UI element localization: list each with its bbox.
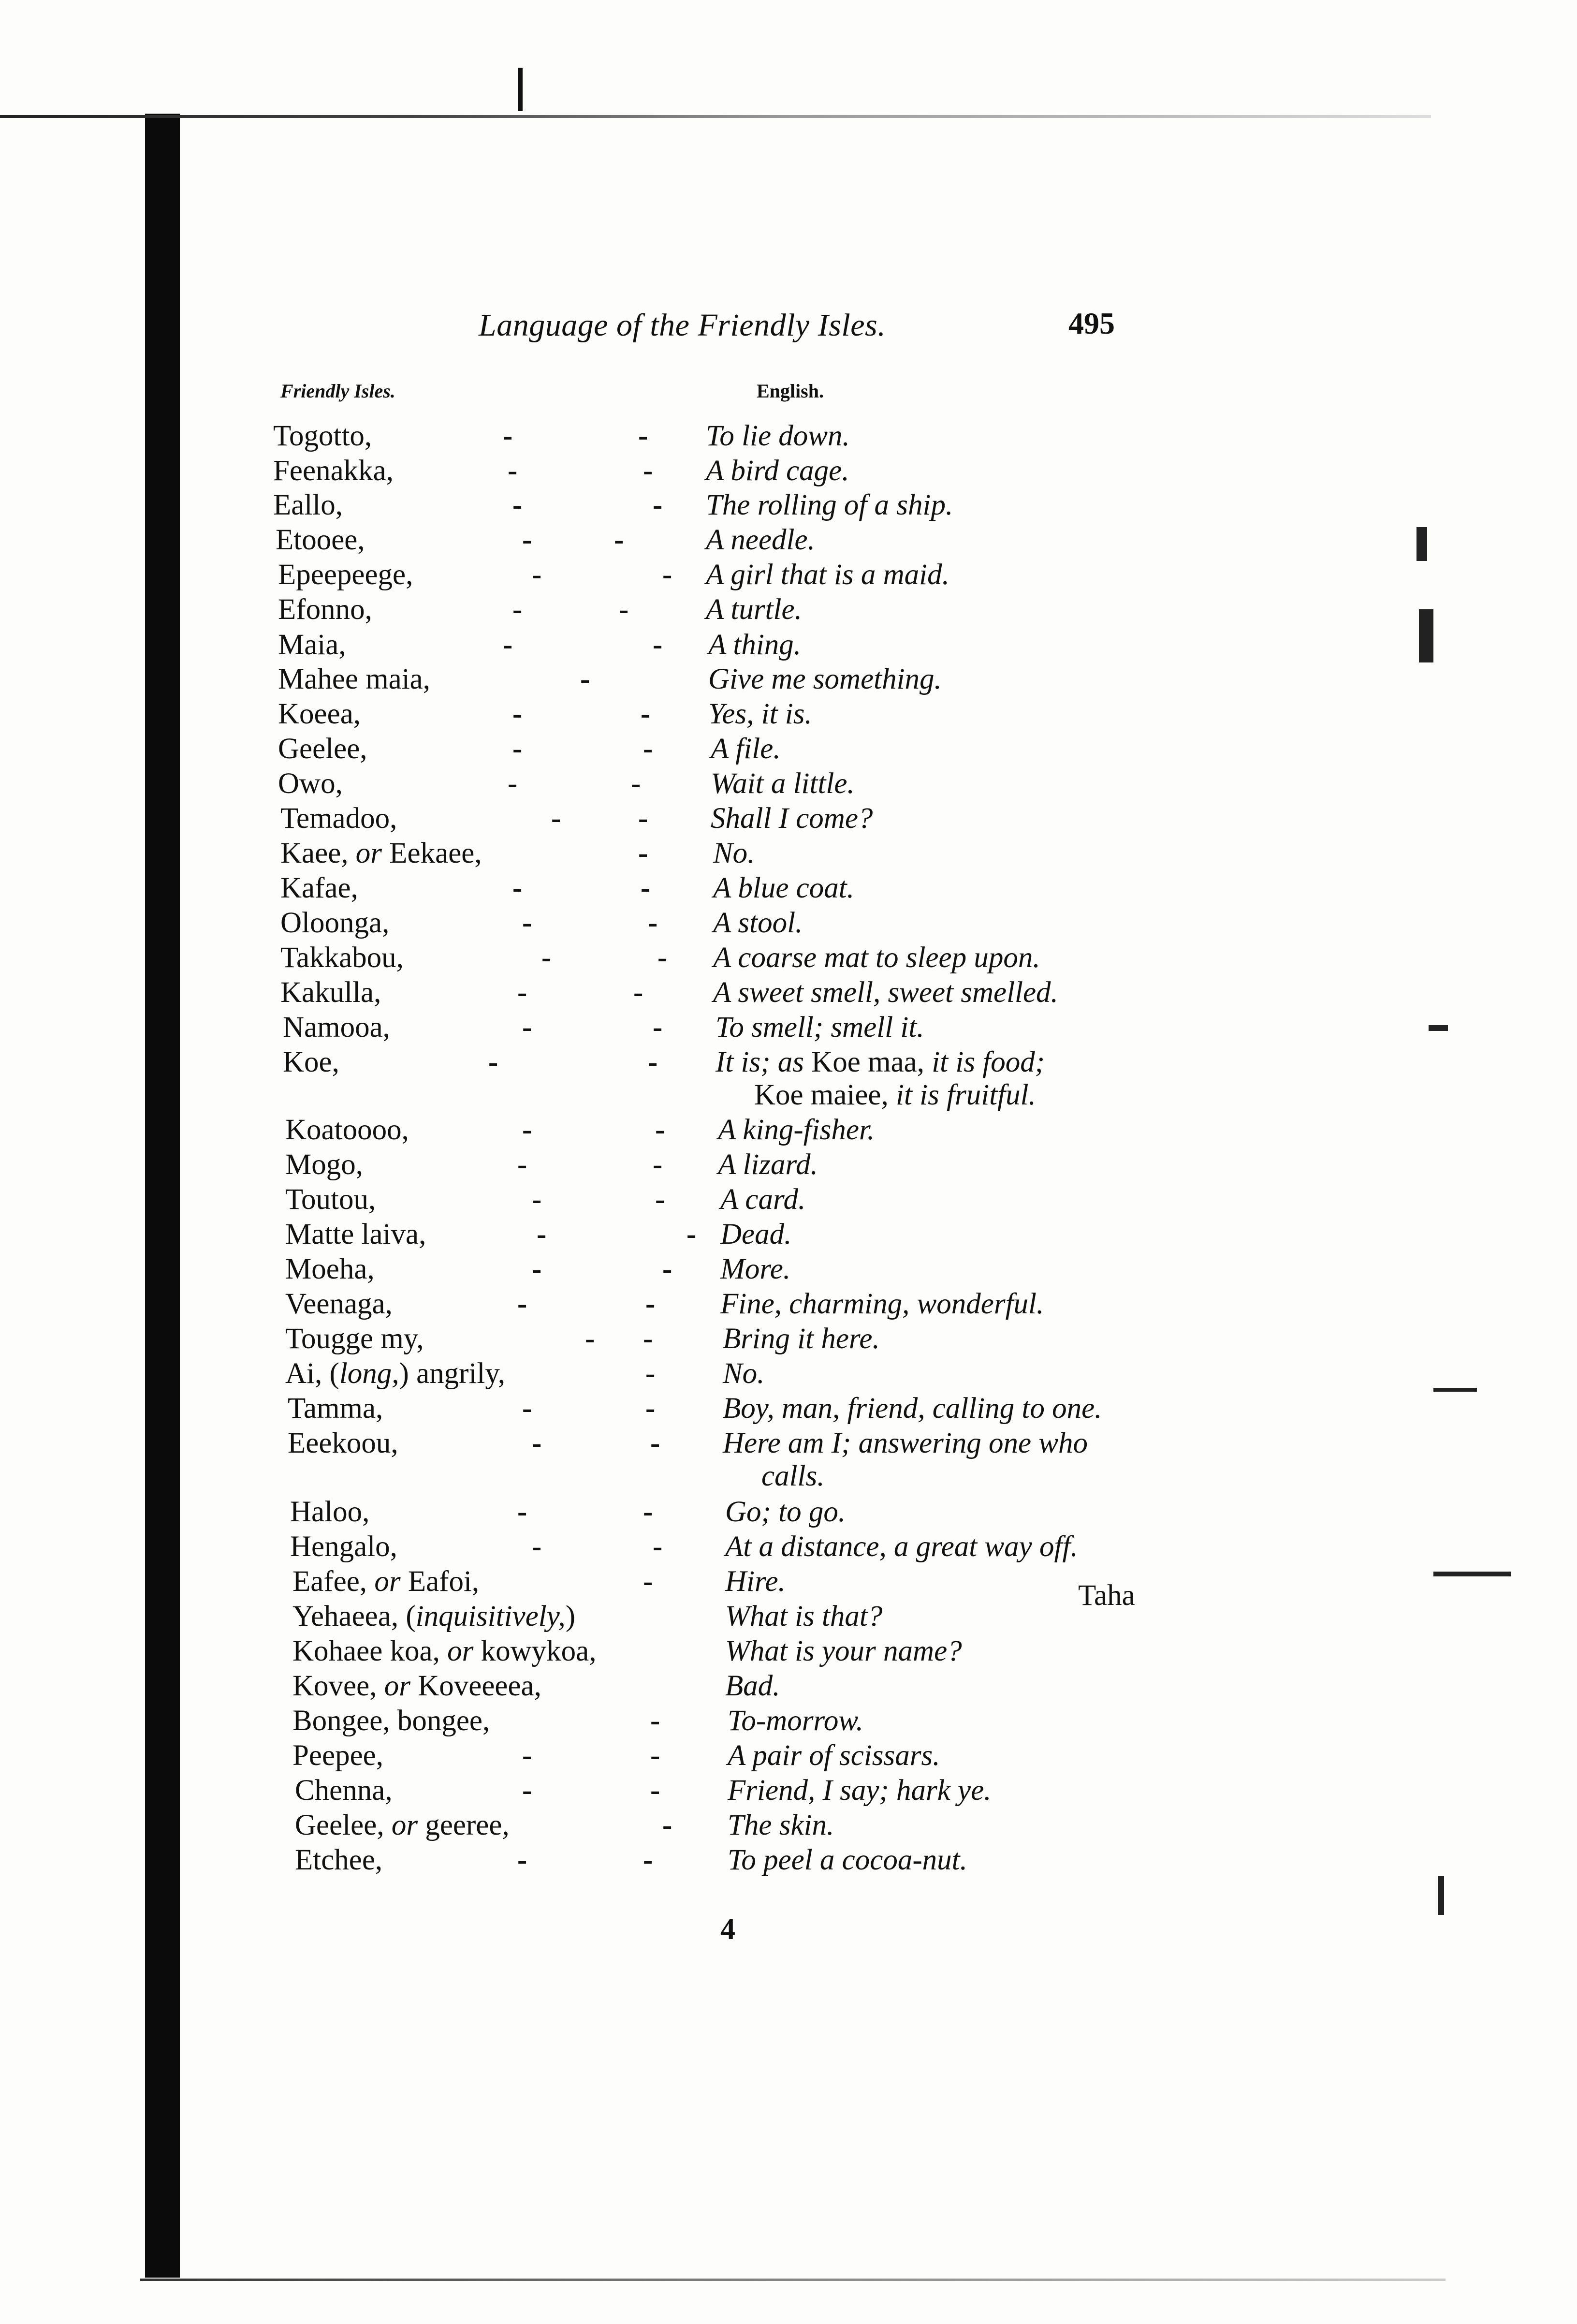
term-part: Koveeeea, xyxy=(410,1670,541,1702)
term-friendly-isles xyxy=(292,1564,479,1600)
dash-separator: - xyxy=(638,837,648,869)
meaning-roman-part: Koe maa, xyxy=(811,1046,924,1078)
meaning-english: Hire. xyxy=(725,1565,786,1598)
dash-separator: - xyxy=(650,1739,660,1772)
dash-separator: - xyxy=(512,733,523,765)
dash-separator: - xyxy=(551,802,561,835)
vocabulary-entry xyxy=(0,1356,1577,1392)
dash-separator: - xyxy=(655,1183,665,1216)
vocabulary-entry xyxy=(0,1668,1577,1704)
meaning-english: A stool. xyxy=(713,907,803,939)
meaning-english: The skin. xyxy=(728,1809,834,1841)
dash-separator: - xyxy=(503,629,513,661)
vocabulary-entry xyxy=(0,1286,1577,1322)
dash-separator: - xyxy=(662,559,672,591)
term-italic-part: or xyxy=(391,1809,418,1841)
dash-separator: - xyxy=(648,907,658,939)
dash-separator: - xyxy=(653,1530,663,1563)
meaning-english: A king-fisher. xyxy=(718,1114,875,1146)
term-friendly-isles: Temadoo, xyxy=(280,802,397,835)
dash-separator: - xyxy=(517,976,527,1009)
vocabulary-entry xyxy=(0,836,1577,871)
term-friendly-isles: Epeepeege, xyxy=(278,559,413,591)
dash-separator: - xyxy=(638,420,648,452)
term-friendly-isles: Etchee, xyxy=(295,1844,383,1876)
dash-separator: - xyxy=(522,1739,532,1772)
vocabulary-entry xyxy=(0,1703,1577,1739)
term-friendly-isles: Takkabou, xyxy=(280,941,404,974)
term-friendly-isles: Koatoooo, xyxy=(285,1114,409,1146)
dash-separator: - xyxy=(631,767,641,800)
meaning-english: A sweet smell, sweet smelled. xyxy=(713,976,1058,1009)
term-friendly-isles xyxy=(295,1808,510,1843)
term-friendly-isles: Veenaga, xyxy=(285,1288,393,1320)
vocabulary-entry xyxy=(0,801,1577,837)
vocabulary-entry xyxy=(0,1599,1577,1634)
dash-separator: - xyxy=(517,1496,527,1528)
term-friendly-isles: Toutou, xyxy=(285,1183,376,1216)
meaning-english: Boy, man, friend, calling to one. xyxy=(723,1392,1102,1425)
meaning-english: A file. xyxy=(711,733,781,765)
vocabulary-entry xyxy=(0,1112,1577,1148)
meaning-english: Give me something. xyxy=(708,663,942,695)
dash-separator: - xyxy=(645,1392,656,1425)
meaning-english: The rolling of a ship. xyxy=(706,489,953,521)
meaning-roman-part: Koe maiee, xyxy=(754,1079,889,1111)
dash-separator: - xyxy=(657,941,668,974)
term-friendly-isles: Maia, xyxy=(278,629,346,661)
dash-separator: - xyxy=(585,1323,595,1355)
vocabulary-entry xyxy=(0,1391,1577,1427)
dash-separator: - xyxy=(522,1114,532,1146)
meaning-english: To lie down. xyxy=(706,420,850,452)
dash-separator: - xyxy=(653,1148,663,1181)
vocabulary-entry xyxy=(0,592,1577,628)
vocabulary-entry xyxy=(0,940,1577,976)
vocabulary-entry xyxy=(0,975,1577,1011)
term-friendly-isles: Peepee, xyxy=(292,1739,383,1772)
dash-separator: - xyxy=(643,1496,653,1528)
dash-separator: - xyxy=(655,1114,665,1146)
meaning-english: A card. xyxy=(720,1183,806,1216)
dash-separator: - xyxy=(643,1565,653,1598)
term-part: Geelee, xyxy=(295,1809,392,1841)
term-friendly-isles: Chenna, xyxy=(295,1774,393,1807)
vocabulary-entry xyxy=(0,1147,1577,1183)
meaning-part: it is food; xyxy=(924,1046,1045,1078)
term-friendly-isles: Tougge my, xyxy=(285,1323,424,1355)
dash-separator: - xyxy=(532,1530,542,1563)
dash-separator: - xyxy=(512,872,523,904)
term-friendly-isles xyxy=(292,1668,541,1704)
term-italic-part: or xyxy=(355,837,382,869)
dash-separator: - xyxy=(650,1705,660,1737)
meaning-english: No. xyxy=(723,1357,765,1390)
vocabulary-entry xyxy=(0,1426,1577,1461)
column-header-friendly-isles: Friendly Isles. xyxy=(280,380,395,402)
vocabulary-entry xyxy=(0,1529,1577,1565)
dash-separator: - xyxy=(633,976,643,1009)
dash-separator: - xyxy=(503,420,513,452)
term-part: kowykoa, xyxy=(473,1635,597,1667)
term-part: Eafee, xyxy=(292,1565,375,1598)
term-friendly-isles: Mogo, xyxy=(285,1148,363,1181)
meaning-english: What is your name? xyxy=(725,1635,962,1667)
term-friendly-isles: Feenakka, xyxy=(273,455,394,487)
meaning-english: Bad. xyxy=(725,1670,780,1702)
term-friendly-isles: Bongee, bongee, xyxy=(292,1705,490,1737)
term-friendly-isles: Koe, xyxy=(283,1046,339,1078)
term-friendly-isles: Koeea, xyxy=(278,698,361,730)
vocabulary-entry xyxy=(0,1217,1577,1252)
meaning-english: Fine, charming, wonderful. xyxy=(720,1288,1044,1320)
dash-separator: - xyxy=(517,1148,527,1181)
meaning-english: To-morrow. xyxy=(728,1705,863,1737)
vocabulary-entry xyxy=(0,1251,1577,1287)
term-part: geeree, xyxy=(418,1809,510,1841)
meaning-english: A bird cage. xyxy=(706,455,849,487)
meaning-english: What is that? xyxy=(725,1600,883,1633)
term-friendly-isles: Kakulla, xyxy=(280,976,381,1009)
meaning-english: Here am I; answering one who xyxy=(723,1427,1088,1459)
term-friendly-isles: Eeekoou, xyxy=(288,1427,398,1459)
term-part: Eafoi, xyxy=(400,1565,480,1598)
meaning-english: A coarse mat to sleep upon. xyxy=(713,941,1040,974)
term-friendly-isles: Oloonga, xyxy=(280,907,390,939)
meaning-english: Dead. xyxy=(720,1218,792,1250)
top-edge-line xyxy=(0,115,1431,118)
dash-separator: - xyxy=(650,1427,660,1459)
dash-separator: - xyxy=(641,698,651,730)
term-friendly-isles: Moeha, xyxy=(285,1253,375,1285)
dash-separator: - xyxy=(686,1218,697,1250)
dash-separator: - xyxy=(619,593,629,626)
dash-separator: - xyxy=(645,1288,656,1320)
term-friendly-isles xyxy=(292,1633,597,1669)
meaning-english: More. xyxy=(720,1253,791,1285)
dash-separator: - xyxy=(638,802,648,835)
term-friendly-isles xyxy=(292,1599,575,1634)
term-friendly-isles: Eallo, xyxy=(273,489,343,521)
term-friendly-isles: Hengalo, xyxy=(290,1530,397,1563)
bottom-edge-line xyxy=(140,2279,1446,2281)
dash-separator: - xyxy=(488,1046,498,1078)
column-header-english: English. xyxy=(757,380,824,402)
term-friendly-isles xyxy=(285,1356,505,1392)
term-friendly-isles: Tamma, xyxy=(288,1392,383,1425)
meaning-english: A girl that is a maid. xyxy=(706,559,949,591)
dash-separator: - xyxy=(580,663,590,695)
dash-separator: - xyxy=(653,489,663,521)
dash-separator: - xyxy=(512,489,523,521)
term-italic-part: or xyxy=(384,1670,410,1702)
term-part: Ai, ( xyxy=(285,1357,339,1390)
meaning-english: At a distance, a great way off. xyxy=(725,1530,1078,1563)
vocabulary-entry xyxy=(0,522,1577,558)
dash-separator: - xyxy=(614,524,624,556)
dash-separator: - xyxy=(512,593,523,626)
meaning-english: A turtle. xyxy=(706,593,802,626)
term-italic-part: long, xyxy=(339,1357,399,1390)
term-friendly-isles: Togotto, xyxy=(273,420,372,452)
term-part: Eekaee, xyxy=(382,837,482,869)
term-italic-part: or xyxy=(447,1635,474,1667)
scan-mark xyxy=(518,68,523,111)
dash-separator: - xyxy=(532,1183,542,1216)
term-friendly-isles: Kafae, xyxy=(280,872,358,904)
meaning-english: To smell; smell it. xyxy=(715,1011,924,1044)
dash-separator: - xyxy=(522,907,532,939)
meaning-english: Friend, I say; hark ye. xyxy=(728,1774,992,1807)
dash-separator: - xyxy=(522,1011,532,1044)
edge-mark xyxy=(1438,1876,1444,1915)
dash-separator: - xyxy=(643,455,653,487)
vocabulary-entry xyxy=(0,453,1577,489)
dash-separator: - xyxy=(532,559,542,591)
vocabulary-entry xyxy=(0,557,1577,593)
vocabulary-entry xyxy=(0,870,1577,906)
meaning-english: Wait a little. xyxy=(711,767,855,800)
vocabulary-entry xyxy=(0,1738,1577,1774)
meaning-english: A lizard. xyxy=(718,1148,818,1181)
dash-separator: - xyxy=(522,1392,532,1425)
vocabulary-entry xyxy=(0,1321,1577,1357)
term-part: Kohaee koa, xyxy=(292,1635,448,1667)
dash-separator: - xyxy=(522,1774,532,1807)
meaning-english: A thing. xyxy=(708,629,802,661)
dash-separator: - xyxy=(643,733,653,765)
vocabulary-entry xyxy=(0,766,1577,802)
dash-separator: - xyxy=(517,1288,527,1320)
meaning-english: Bring it here. xyxy=(723,1323,880,1355)
vocabulary-entry xyxy=(0,1010,1577,1045)
vocabulary-entry xyxy=(0,627,1577,663)
vocabulary-entry xyxy=(0,1773,1577,1809)
running-head: Language of the Friendly Isles. xyxy=(479,308,886,343)
dash-separator: - xyxy=(662,1253,672,1285)
vocabulary-entry xyxy=(0,731,1577,767)
dash-separator: - xyxy=(537,1218,547,1250)
dash-separator: - xyxy=(532,1427,542,1459)
dash-separator: - xyxy=(508,455,518,487)
vocabulary-entry xyxy=(0,696,1577,732)
meaning-english: Shall I come? xyxy=(711,802,873,835)
meaning-english: To peel a cocoa-nut. xyxy=(728,1844,967,1876)
term-italic-part: or xyxy=(374,1565,401,1598)
vocabulary-entry xyxy=(0,1182,1577,1218)
term-friendly-isles: Etooee, xyxy=(276,524,365,556)
catchword: Taha xyxy=(1078,1579,1135,1612)
meaning-english: Go; to go. xyxy=(725,1496,846,1528)
dash-separator: - xyxy=(517,1844,527,1876)
page-number: 495 xyxy=(1068,306,1115,340)
term-friendly-isles: Matte laiva, xyxy=(285,1218,426,1250)
vocabulary-entry xyxy=(0,1564,1577,1600)
vocabulary-entry xyxy=(0,1842,1577,1878)
vocabulary-entry xyxy=(0,662,1577,697)
vocabulary-entry xyxy=(0,905,1577,941)
dash-separator: - xyxy=(648,1046,658,1078)
vocabulary-entry xyxy=(0,1633,1577,1669)
meaning-part: It is; as xyxy=(715,1046,812,1078)
dash-separator: - xyxy=(643,1844,653,1876)
dash-separator: - xyxy=(645,1357,656,1390)
meaning-continuation xyxy=(754,1077,1036,1113)
term-friendly-isles: Haloo, xyxy=(290,1496,370,1528)
vocabulary-entry xyxy=(0,1808,1577,1843)
dash-separator: - xyxy=(653,1011,663,1044)
dash-separator: - xyxy=(508,767,518,800)
meaning-english: A pair of scissars. xyxy=(728,1739,940,1772)
term-italic-part: inquisitively, xyxy=(415,1600,566,1633)
vocabulary-entry xyxy=(0,487,1577,523)
dash-separator: - xyxy=(643,1323,653,1355)
dash-separator: - xyxy=(653,629,663,661)
meaning-english: No. xyxy=(713,837,755,869)
vocabulary-entry xyxy=(0,1044,1577,1080)
term-friendly-isles: Efonno, xyxy=(278,593,372,626)
meaning-english xyxy=(715,1044,1045,1080)
term-friendly-isles xyxy=(280,836,482,871)
dash-separator: - xyxy=(522,524,532,556)
vocabulary-entry xyxy=(0,418,1577,454)
dash-separator: - xyxy=(512,698,523,730)
dash-separator: - xyxy=(541,941,552,974)
term-friendly-isles: Mahee maia, xyxy=(278,663,431,695)
meaning-english: A blue coat. xyxy=(713,872,854,904)
term-part: ) xyxy=(565,1600,576,1633)
term-friendly-isles: Geelee, xyxy=(278,733,367,765)
meaning-english: A needle. xyxy=(706,524,815,556)
signature-mark: 4 xyxy=(720,1913,735,1946)
meaning-english: Yes, it is. xyxy=(708,698,812,730)
dash-separator: - xyxy=(662,1809,672,1841)
dash-separator: - xyxy=(641,872,651,904)
dash-separator: - xyxy=(532,1253,542,1285)
meaning-continuation: calls. xyxy=(761,1460,825,1492)
term-friendly-isles: Namooa, xyxy=(283,1011,390,1044)
term-part: Kovee, xyxy=(292,1670,384,1702)
meaning-part: it is fruitful. xyxy=(888,1079,1036,1111)
term-part: Yehaeea, ( xyxy=(292,1600,416,1633)
dash-separator: - xyxy=(650,1774,660,1807)
term-part: Kaee, xyxy=(280,837,356,869)
term-friendly-isles: Owo, xyxy=(278,767,343,800)
term-part: ) angrily, xyxy=(399,1357,506,1390)
vocabulary-entry xyxy=(0,1494,1577,1530)
